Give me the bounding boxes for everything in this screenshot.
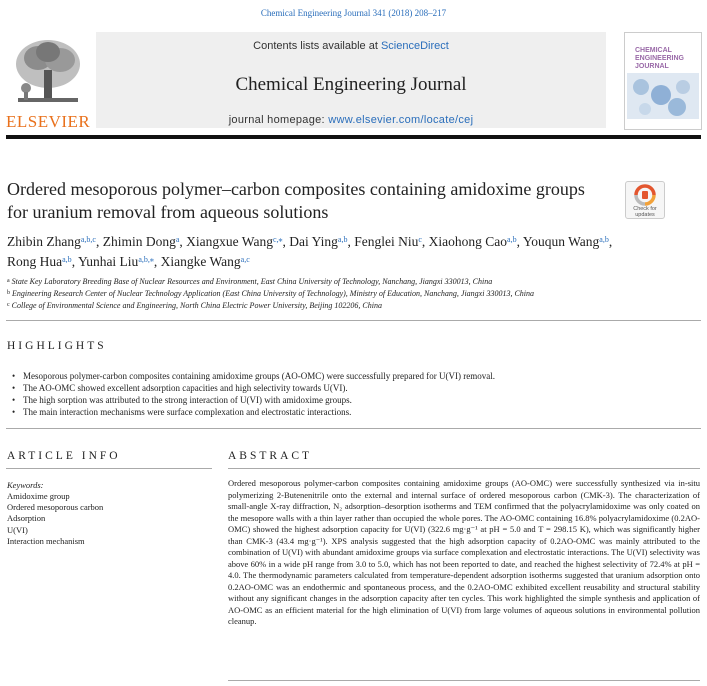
sciencedirect-link[interactable]: ScienceDirect — [380, 40, 449, 52]
affiliation-item — [7, 300, 697, 312]
divider — [228, 680, 700, 681]
affiliation-text: College of Environmental Science and Engineering, North China Electric Power University, Beijing 102206, China — [9, 301, 382, 310]
check-for-updates-button[interactable] — [625, 181, 665, 219]
keyword-item: Adsorption — [7, 513, 46, 524]
author-name[interactable]: Youqun Wang — [522, 234, 600, 249]
author-affiliation-marker[interactable]: a,b — [507, 235, 517, 244]
publisher-name: ELSEVIER — [6, 112, 91, 131]
keyword-item: Amidoxime group — [7, 491, 70, 501]
affiliation-marker: a — [7, 278, 10, 284]
author-name[interactable]: Yunhai Liu — [77, 254, 139, 269]
author-affiliation-marker[interactable]: a,b — [337, 235, 348, 244]
divider — [6, 468, 212, 469]
author-name[interactable]: Rong Hua — [7, 254, 63, 269]
author-affiliation-marker[interactable]: a,c — [240, 255, 250, 264]
header-rule — [6, 135, 701, 139]
contents-line — [96, 40, 606, 52]
divider — [6, 428, 701, 429]
affiliation-text: Engineering Research Center of Nuclear Technology Application (East China University of Technology), Ministry of Education, Nanchang, Jiangxi 330013, China — [10, 289, 535, 298]
abstract-text: Ordered mesoporous polymer-carbon composites containing amidoxime groups (AO-OMC) were successfully synthesized via in-situ polymerizing 2-Butenenitrile onto the external and internal surface of ordered mesoporous carbon (CMK-3). The characterization of small-angle X-ray diffraction, N₂ adsorption–desorption isotherms and TEM confirmed that the polyacrylamidoxime was only coated on the mesopore walls with a thin layer rather than occupied the whole pores. The AO-OMC containing 16.8% polyacrylamidoxime (0.2AO-OMC) showed the highest adsorption capacity for U(VI) (322.6 mg·g⁻¹ at pH = 5.0 and T = 298.15 K), which was significantly higher than CMK-3 (43.4 mg·g⁻¹). XPS analysis suggested that the high adsorption capacity of 0.2AO-OMC was mainly attributed to the combination of U(VI) with abundant amidoxime groups via surface complexation and electrostatic interactions. The U(VI) selectivity was above 60% in a wide pH range from 3.0 to 5.0, which has not been reported to date, and reached the highest selectivity of 72.4% at pH = 4.0. The thermodynamic parameters calculated from temperature-dependent adsorption isotherms suggested that uranium adsorption onto 0.2AO-OMC was an endothermic and spontaneous process, and the 0.2AO-OMC exhibited excellent reusability and structural stability without any significant changes in the adsorption capacity after ten cycles. This work highlighted the simple synthesis and application of AO-OMC as an efficient material for the high elimination of U(VI) from large volumes of aqueous solutions in environmental pollution cleanup. — [228, 478, 700, 626]
keyword-item: Ordered mesoporous carbon — [7, 502, 104, 513]
affiliation-marker: b — [7, 290, 10, 296]
publisher-logo[interactable] — [6, 32, 91, 132]
journal-title: Chemical Engineering Journal — [235, 74, 467, 95]
homepage-prefix: journal homepage: — [228, 114, 329, 126]
cover-title: CHEMICAL ENGINEERING JOURNAL — [635, 47, 685, 70]
author-affiliation-marker[interactable]: a,b,⁎ — [138, 255, 154, 264]
journal-header — [6, 32, 701, 136]
highlights-list — [12, 370, 692, 418]
highlight-item: • The AO-OMC showed excellent adsorption capacities and high selectivity towards U(VI). — [12, 382, 692, 394]
author-name[interactable]: Xiaohong Cao — [428, 234, 508, 249]
author-name[interactable]: Dai Ying — [289, 234, 338, 249]
affiliation-list — [7, 276, 697, 312]
abstract-heading: ABSTRACT — [228, 450, 313, 462]
author-affiliation-marker[interactable]: c,⁎ — [272, 235, 283, 244]
divider — [228, 468, 700, 469]
author-affiliation-marker[interactable]: a — [175, 235, 180, 244]
author-affiliation-marker[interactable]: a,b,c — [80, 235, 96, 244]
contents-prefix: Contents lists available at — [253, 40, 381, 52]
author-affiliation-marker[interactable]: c — [418, 235, 422, 244]
article-info-heading: ARTICLE INFO — [7, 450, 121, 462]
author-name[interactable]: Zhimin Dong — [102, 234, 176, 249]
author-name[interactable]: Zhibin Zhang — [7, 234, 81, 249]
highlight-item: • Mesoporous polymer-carbon composites containing amidoxime groups (AO-OMC) were successfully prepared for U(VI) removal. — [12, 370, 692, 382]
check-updates-icon — [634, 184, 656, 206]
highlights-heading: HIGHLIGHTS — [7, 340, 107, 352]
affiliation-marker: c — [7, 302, 10, 308]
affiliation-text: State Key Laboratory Breeding Base of Nuclear Resources and Environment, East China University of Technology, Nanchang, Jiangxi 330013, China — [9, 277, 493, 286]
keyword-list — [7, 491, 103, 547]
journal-masthead — [96, 32, 606, 128]
keyword-item: Interaction mechanism — [7, 535, 85, 546]
journal-citation[interactable]: Chemical Engineering Journal 341 (2018) 208–217 — [260, 8, 447, 18]
author-name[interactable]: Fenglei Niu — [354, 234, 419, 249]
journal-cover-thumbnail[interactable] — [624, 32, 702, 130]
tree-logo-icon — [12, 36, 84, 108]
author-name[interactable]: Xiangke Wang — [160, 254, 241, 269]
journal-homepage-link[interactable]: www.elsevier.com/locate/cej — [328, 114, 474, 126]
highlight-item: • The high sorption was attributed to the strong interaction of U(VI) with amidoxime groups. — [12, 394, 692, 406]
author-list: Zhibin Zhang$^{a,b,c}$, Zhimin Dong$^a$, Xiangxue Wang$^{c,⁎}$, Dai Ying$^{a,b}$, Fenglei Niu$^c$, Xiaohong Cao$^{a,b}$, Youqun Wang$^{a,b}$, Rong Hua$^{a,b}$, Yunhai Liu$^{a,b,⁎}$, Xiangke Wang$^{a,c}$ — [7, 234, 613, 269]
check-updates-label: Check for updates — [633, 206, 657, 218]
author-affiliation-marker[interactable]: a,b — [599, 235, 609, 244]
highlight-item: • The main interaction mechanisms were surface complexation and electrostatic interactions. — [12, 406, 692, 418]
affiliation-item — [7, 288, 697, 300]
affiliation-item — [7, 276, 697, 288]
keywords-label: Keywords: — [7, 480, 44, 490]
author-name[interactable]: Xiangxue Wang — [186, 234, 273, 249]
article-title: Ordered mesoporous polymer–carbon composites containing amidoxime groups for uranium removal from aqueous solutions — [7, 179, 585, 222]
cover-art-icon — [627, 73, 699, 119]
divider — [6, 320, 701, 321]
keyword-item: U(VI) — [7, 524, 28, 535]
author-affiliation-marker[interactable]: a,b — [62, 255, 72, 264]
homepage-line — [96, 114, 606, 126]
